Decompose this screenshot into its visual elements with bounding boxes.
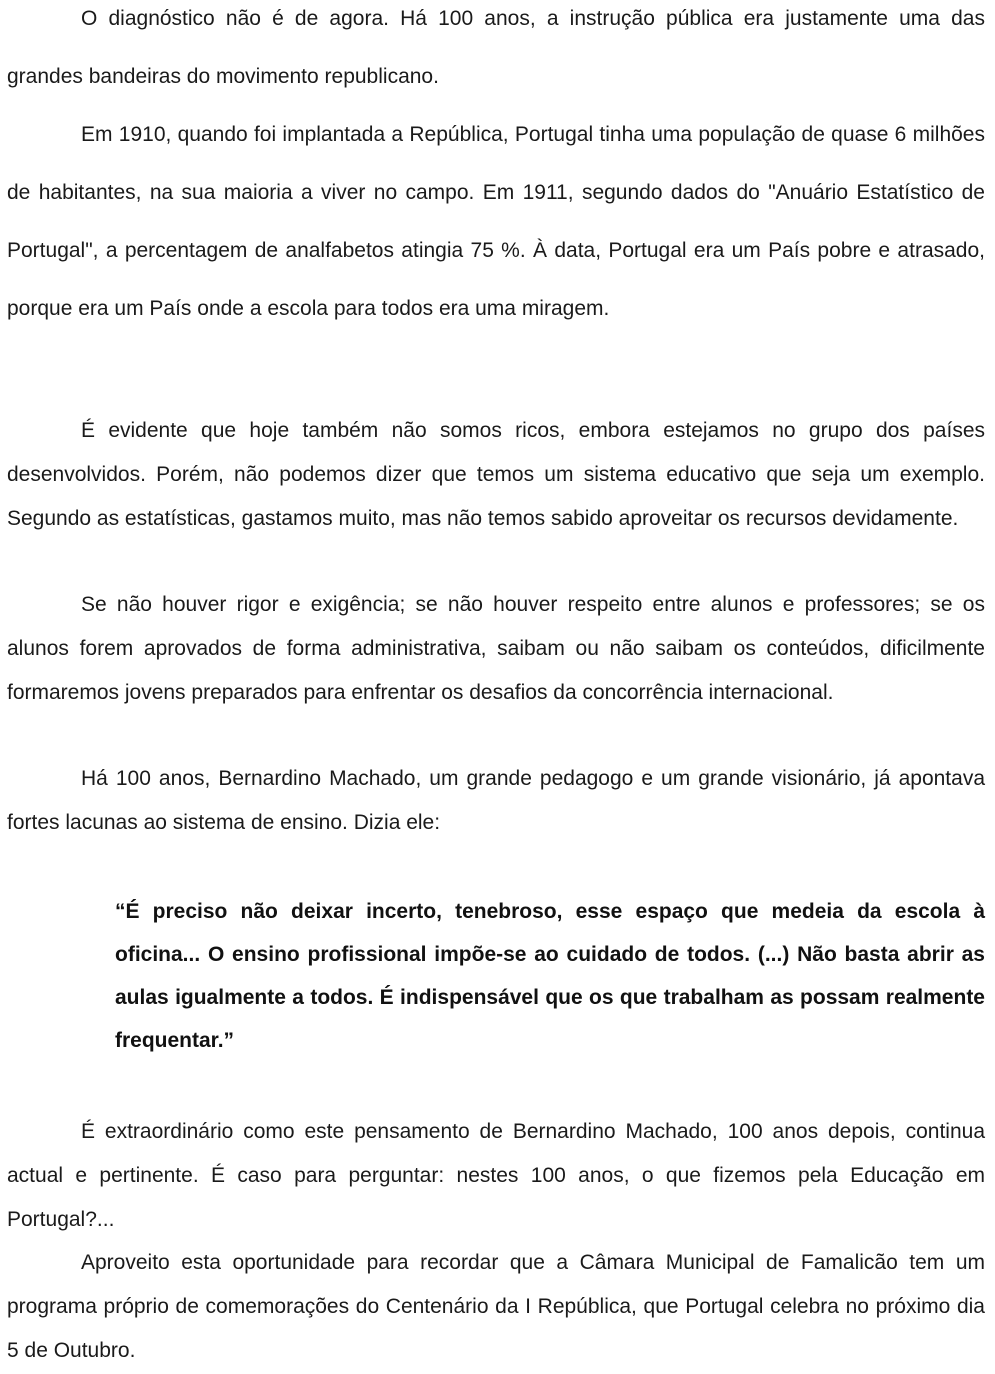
paragraph-1910-population: Em 1910, quando foi implantada a República, Portugal tinha uma população de quase 6 milhões de habitantes, na sua maioria a viver no campo. Em 1911, segundo dados do "Anuário Estatístico de Portugal", a percentagem de analfabetos atingia 75 %. À data, Portugal era um País pobre e atrasado, porque era um País onde a escola para todos era uma miragem. — [7, 123, 985, 320]
paragraph-current-education: É evidente que hoje também não somos ricos, embora estejamos no grupo dos países desenvolvidos. Porém, não podemos dizer que temos um sistema educativo que seja um exemplo. Segundo as estatísticas, gastamos muito, mas não temos sabido aproveitar os recursos devidamente. — [7, 419, 985, 530]
bernardino-quote: “É preciso não deixar incerto, tenebroso, esse espaço que medeia da escola à oficina... O ensino profissional impõe-se ao cuidado de todos. (...) Não basta abrir as aulas igualmente a todos. É indispensável que os que trabalham as possam realmente frequentar.” — [115, 900, 985, 1052]
paragraph-bernardino-intro: Há 100 anos, Bernardino Machado, um grande pedagogo e um grande visionário, já apontava fortes lacunas ao sistema de ensino. Dizia ele: — [7, 767, 985, 834]
paragraph-famalicao: Aproveito esta oportunidade para recordar que a Câmara Municipal de Famalicão tem um programa próprio de comemorações do Centenário da I República, que Portugal celebra no próximo dia 5 de Outubro. — [7, 1251, 985, 1362]
paragraph-reflection: É extraordinário como este pensamento de Bernardino Machado, 100 anos depois, continua actual e pertinente. É caso para perguntar: nestes 100 anos, o que fizemos pela Educação em Portugal?... — [7, 1120, 985, 1231]
paragraph-rigor: Se não houver rigor e exigência; se não houver respeito entre alunos e professores; se os alunos forem aprovados de forma administrativa, saibam ou não saibam os conteúdos, dificilmente formaremos jovens preparados para enfrentar os desafios da concorrência internacional. — [7, 593, 985, 704]
paragraph-diagnosis: O diagnóstico não é de agora. Há 100 anos, a instrução pública era justamente uma das grandes bandeiras do movimento republicano. — [7, 7, 985, 88]
